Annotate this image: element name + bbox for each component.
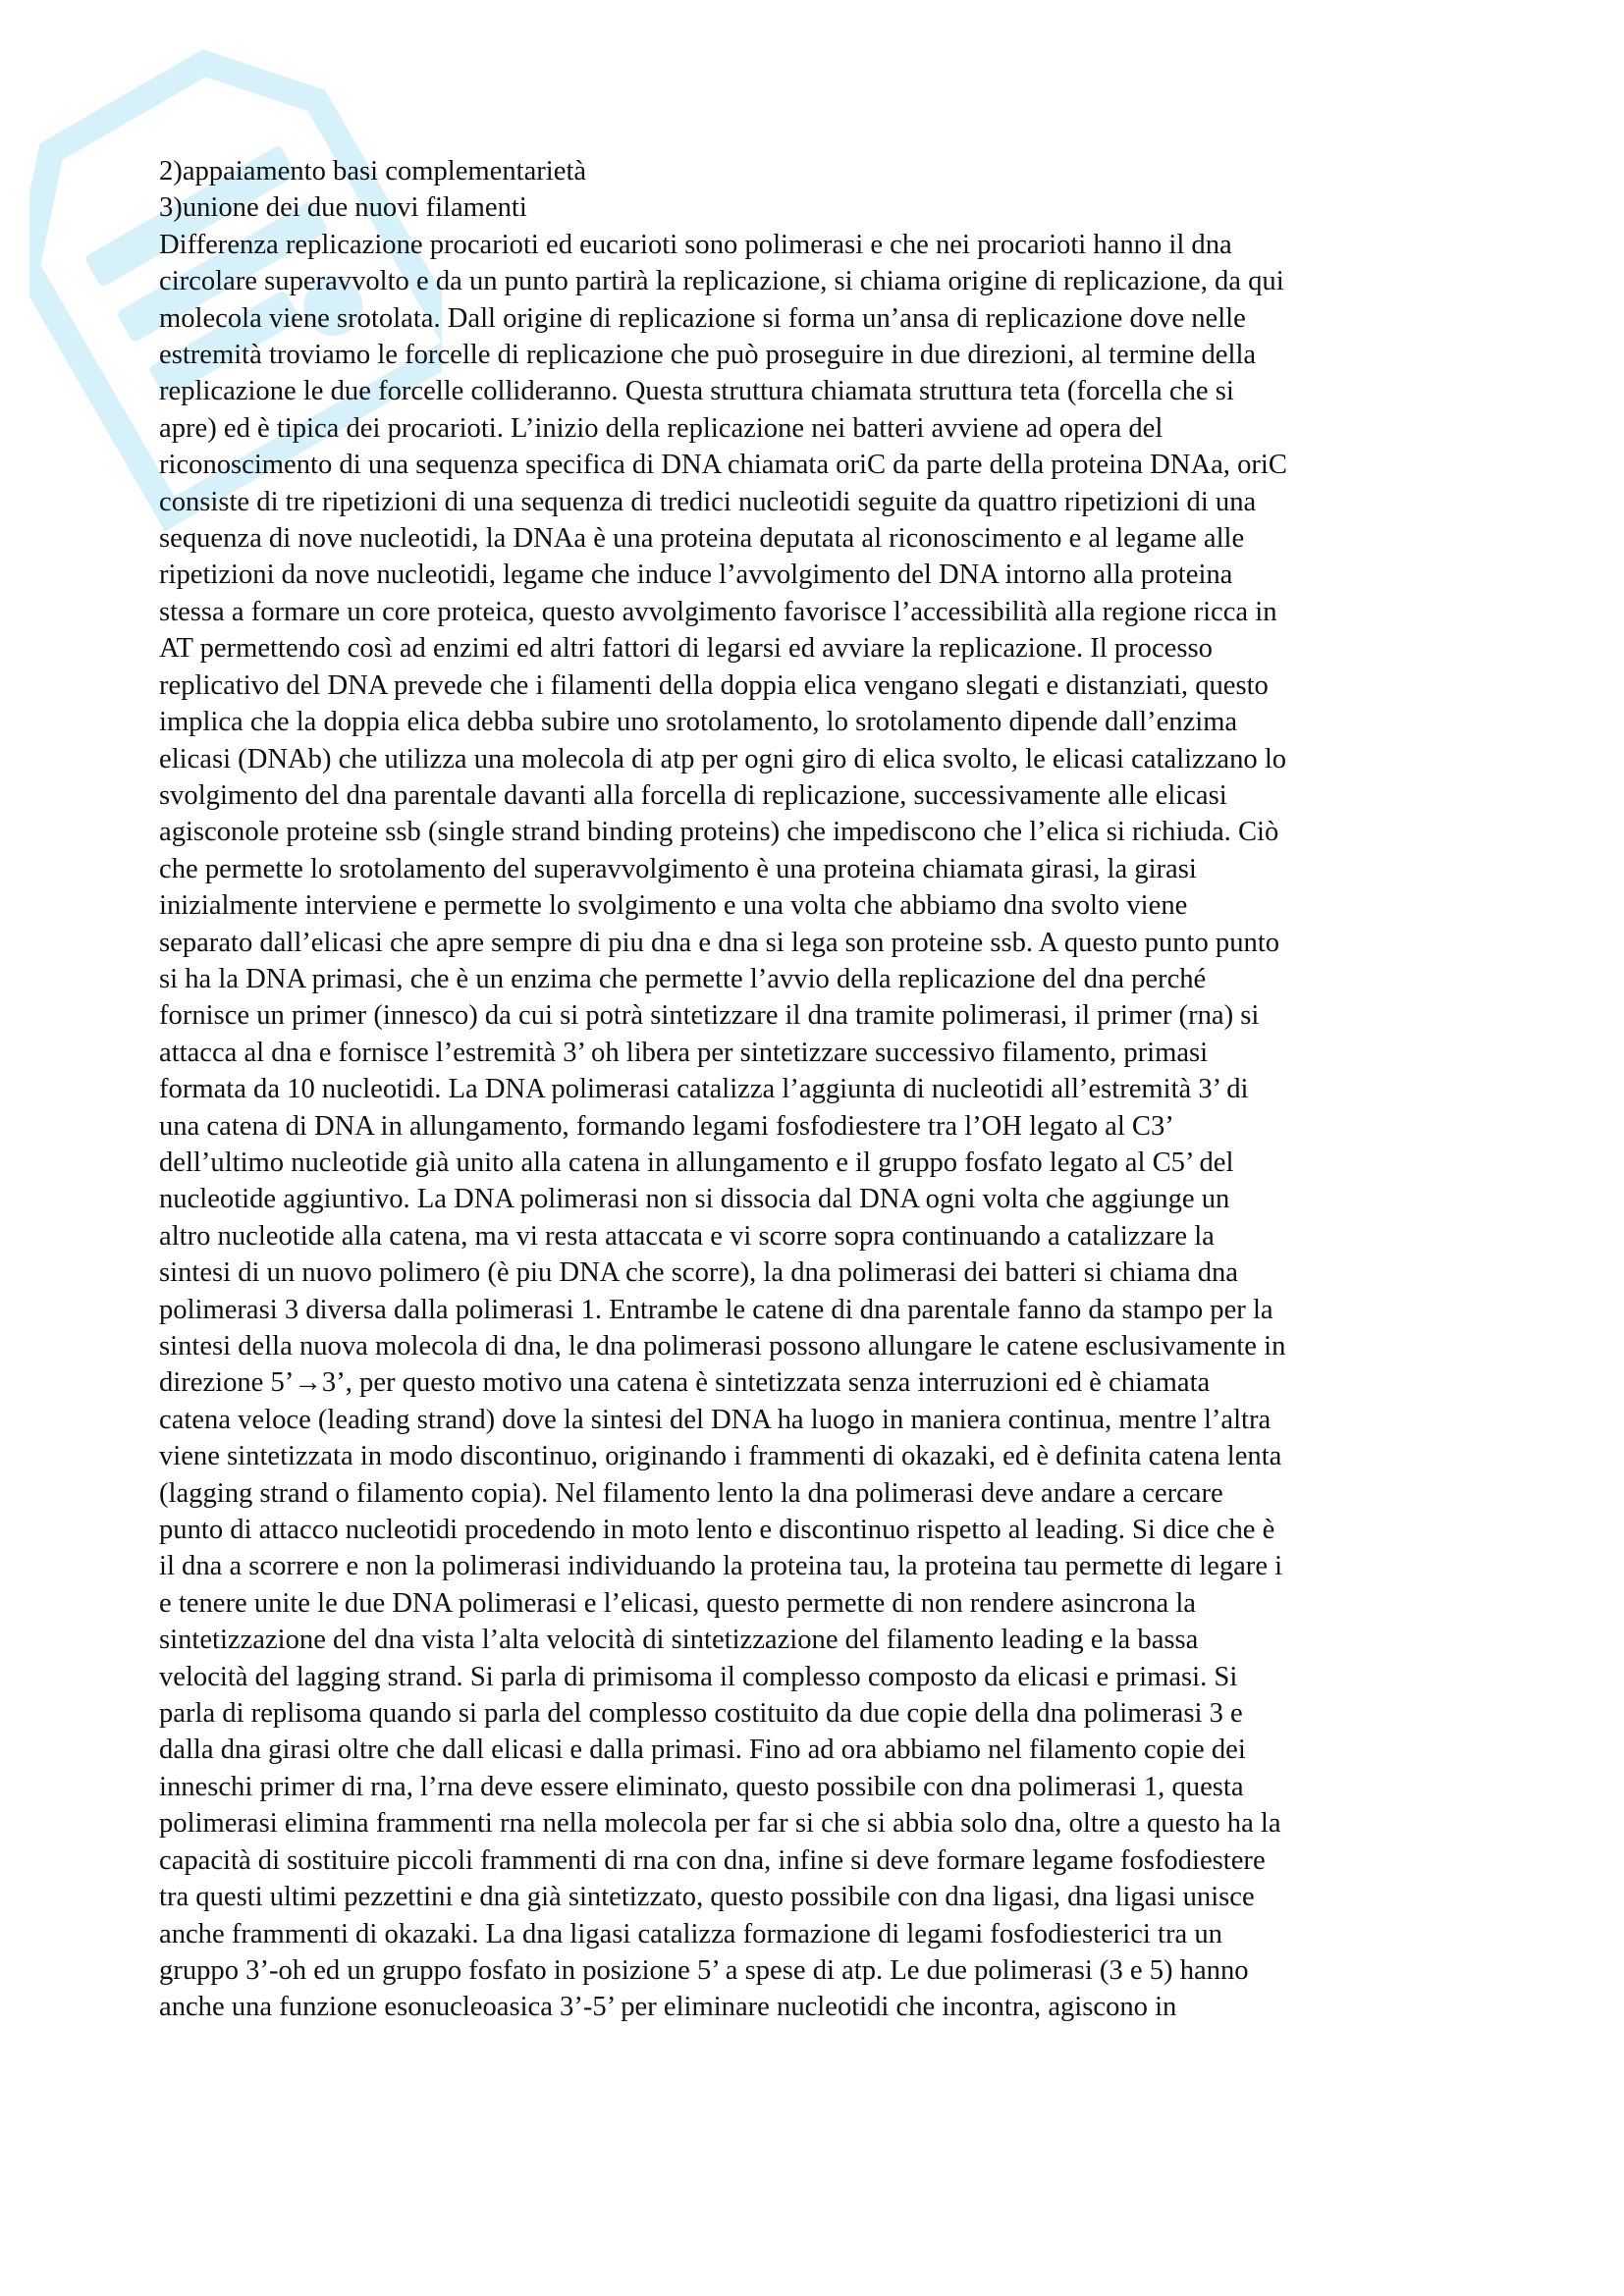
text-line: catena veloce (leading strand) dove la sintesi del DNA ha luogo in maniera continua, mentre l’altra xyxy=(159,1404,1272,1435)
text-line: velocità del lagging strand. Si parla di primisoma il complesso composto da elicasi e primasi. Si xyxy=(159,1661,1238,1692)
text-line: ripetizioni da nove nucleotidi, legame che induce l’avvolgimento del DNA intorno alla proteina xyxy=(159,560,1233,591)
text-line: viene sintetizzata in modo discontinuo, originando i frammenti di okazaki, ed è definita catena lenta xyxy=(159,1441,1282,1472)
text-line: direzione 5’→3’, per questo motivo una catena è sintetizzata senza interruzioni ed è chiamata xyxy=(159,1367,1211,1399)
text-line: inneschi primer di rna, l’rna deve essere eliminato, questo possibile con dna polimerasi 1, questa xyxy=(159,1771,1244,1802)
text-line: implica che la doppia elica debba subire uno srotolamento, lo srotolamento dipende dall’enzima xyxy=(159,707,1238,738)
text-line: formata da 10 nucleotidi. La DNA polimerasi catalizza l’aggiunta di nucleotidi all’estremità 3’ di xyxy=(159,1074,1249,1105)
text-line: attacca al dna e fornisce l’estremità 3’ oh libera per sintetizzare successivo filamento, primasi xyxy=(159,1037,1209,1068)
text-line: apre) ed è tipica dei procarioti. L’inizio della replicazione nei batteri avviene ad opera del xyxy=(159,412,1164,444)
text-line: altro nucleotide alla catena, ma vi resta attaccata e vi scorre sopra continuando a catalizzare la xyxy=(159,1220,1215,1252)
text-line: polimerasi 3 diversa dalla polimerasi 1. Entrambe le catene di dna parentale fanno da stampo per la xyxy=(159,1294,1273,1325)
text-line: circolare superavvolto e da un punto partirà la replicazione, si chiama origine di replicazione, da qui xyxy=(159,266,1284,297)
text-line: (lagging strand o filamento copia). Nel filamento lento la dna polimerasi deve andare a cercare xyxy=(159,1477,1223,1509)
text-line: inizialmente interviene e permette lo svolgimento e una volta che abbiamo dna svolto viene xyxy=(159,890,1188,922)
text-line: svolgimento del dna parentale davanti alla forcella di replicazione, successivamente alle elicasi xyxy=(159,779,1227,811)
text-line: polimerasi elimina frammenti rna nella molecola per far si che si abbia solo dna, oltre a questo ha la xyxy=(159,1808,1281,1840)
text-line: capacità di sostituire piccoli frammenti di rna con dna, infine si deve formare legame fosfodiestere xyxy=(159,1844,1266,1876)
text-line: Differenza replicazione procarioti ed eucarioti sono polimerasi e che nei procarioti hanno il dna xyxy=(159,229,1232,260)
text-line: elicasi (DNAb) che utilizza una molecola di atp per ogni giro di elica svolto, le elicasi catalizzano lo xyxy=(159,743,1287,774)
text-line: anche frammenti di okazaki. La dna ligasi catalizza formazione di legami fosfodiesterici tra un xyxy=(159,1918,1222,1949)
text-line: sintetizzazione del dna vista l’alta velocità di sintetizzazione del filamento leading e la bassa xyxy=(159,1625,1199,1656)
text-line: agisconole proteine ssb (single strand binding proteins) che impediscono che l’elica si richiuda. Ciò xyxy=(159,817,1279,848)
text-line: si ha la DNA primasi, che è un enzima che permette l’avvio della replicazione del dna perché xyxy=(159,963,1207,994)
text-line: parla di replisoma quando si parla del complesso costituito da due copie della dna polimerasi 3 e xyxy=(159,1698,1243,1730)
text-line: AT permettendo così ad enzimi ed altri fattori di legarsi ed avviare la replicazione. Il processo xyxy=(159,633,1213,665)
text-line: replicativo del DNA prevede che i filamenti della doppia elica vengano slegati e distanziati, questo xyxy=(159,669,1269,701)
text-line: dalla dna girasi oltre che dall elicasi e dalla primasi. Fino ad ora abbiamo nel filamento copie dei xyxy=(159,1735,1246,1766)
text-line: tra questi ultimi pezzettini e dna già sintetizzato, questo possibile con dna ligasi, dna ligasi unisce xyxy=(159,1882,1255,1913)
text-line: punto di attacco nucleotidi procedendo in moto lento e discontinuo rispetto al leading. Si dice che è xyxy=(159,1515,1275,1546)
text-line: anche una funzione esonucleoasica 3’-5’ per eliminare nucleotidi che incontra, agiscono in xyxy=(159,1992,1177,2023)
text-line: consiste di tre ripetizioni di una sequenza di tredici nucleotidi seguite da quattro ripetizioni di una xyxy=(159,486,1257,517)
text-line: sintesi della nuova molecola di dna, le dna polimerasi possono allungare le catene esclusivamente in xyxy=(159,1331,1286,1362)
text-line: stessa a formare un core proteica, questo avvolgimento favorisce l’accessibilità alla regione ricca in xyxy=(159,596,1277,627)
text-line: sintesi di un nuovo polimero (è piu DNA che scorre), la dna polimerasi dei batteri si chiama dna xyxy=(159,1257,1238,1289)
text-line: nucleotide aggiuntivo. La DNA polimerasi non si dissocia dal DNA ogni volta che aggiunge un xyxy=(159,1184,1230,1215)
body-text xyxy=(159,153,1494,2026)
text-line: riconoscimento di una sequenza specifica di DNA chiamata oriC da parte della proteina DNAa, oriC xyxy=(159,450,1287,481)
text-line: una catena di DNA in allungamento, formando legami fosfodiestere tra l’OH legato al C3’ xyxy=(159,1110,1174,1142)
text-line: estremità troviamo le forcelle di replicazione che può proseguire in due direzioni, al termine della xyxy=(159,340,1257,371)
text-line: separato dall’elicasi che apre sempre di piu dna e dna si lega son proteine ssb. A questo punto punto xyxy=(159,927,1280,958)
text-line: il dna a scorrere e non la polimerasi individuando la proteina tau, la proteina tau permette di legare i xyxy=(159,1551,1283,1582)
text-line: 3)unione dei due nuovi filamenti xyxy=(159,192,527,224)
text-line: 2)appaiamento basi complementarietà xyxy=(159,156,587,187)
text-line: e tenere unite le due DNA polimerasi e l’elicasi, questo permette di non rendere asincrona la xyxy=(159,1587,1196,1619)
text-line: molecola viene srotolata. Dall origine di replicazione si forma un’ansa di replicazione dove nelle xyxy=(159,302,1246,334)
text-line: fornisce un primer (innesco) da cui si potrà sintetizzare il dna tramite polimerasi, il primer (rna) si xyxy=(159,1000,1260,1032)
text-line: sequenza di nove nucleotidi, la DNAa è una proteina deputata al riconoscimento e al legame alle xyxy=(159,523,1245,555)
text-line: gruppo 3’-oh ed un gruppo fosfato in posizione 5’ a spese di atp. Le due polimerasi (3 e 5) hanno xyxy=(159,1954,1249,1986)
text-line: replicazione le due forcelle collideranno. Questa struttura chiamata struttura teta (forcella che si xyxy=(159,376,1234,407)
text-line: dell’ultimo nucleotide già unito alla catena in allungamento e il gruppo fosfato legato al C5’ del xyxy=(159,1147,1234,1178)
text-line: che permette lo srotolamento del superavvolgimento è una proteina chiamata girasi, la girasi xyxy=(159,853,1197,884)
